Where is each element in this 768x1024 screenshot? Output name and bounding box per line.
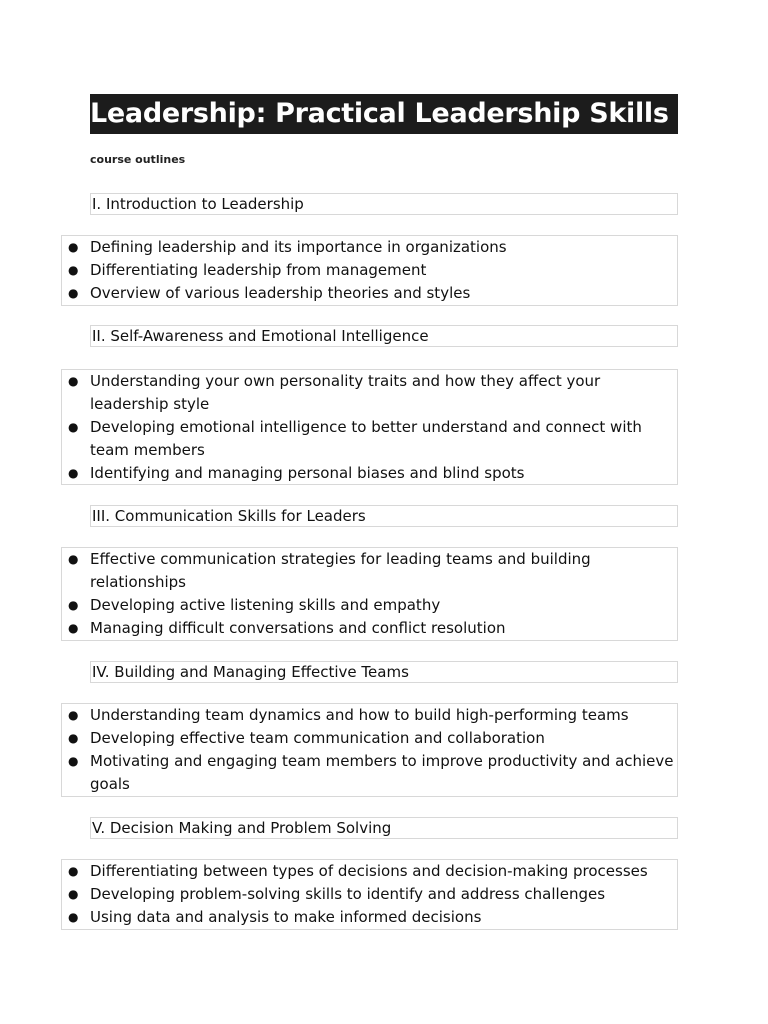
list-item	[62, 860, 677, 883]
bullet-icon: ●	[68, 420, 79, 434]
bullet-icon: ●	[68, 864, 79, 878]
list-item-text: Overview of various leadership theories and styles	[90, 284, 471, 302]
list-item	[62, 548, 677, 594]
document-title: Leadership: Practical Leadership Skills	[90, 94, 678, 134]
list-item-text: Managing difficult conversations and conflict resolution	[90, 619, 506, 637]
bullet-icon: ●	[68, 552, 79, 566]
list-item	[62, 704, 677, 727]
section-list-2	[61, 369, 678, 485]
list-item	[62, 594, 677, 617]
section-list-4	[61, 703, 678, 797]
list-item	[62, 370, 677, 416]
section-list-1	[61, 235, 678, 306]
bullet-icon: ●	[68, 731, 79, 745]
bullet-icon: ●	[68, 374, 79, 388]
bullet-icon: ●	[68, 754, 79, 768]
bullet-icon: ●	[68, 910, 79, 924]
bullet-icon: ●	[68, 240, 79, 254]
list-item-text: Understanding team dynamics and how to build high-performing teams	[90, 706, 629, 724]
list-item-text: Differentiating between types of decisions and decision-making processes	[90, 862, 648, 880]
list-item	[62, 282, 677, 305]
list-item	[62, 727, 677, 750]
list-item-text: Understanding your own personality traits and how they affect your leadership style	[90, 372, 601, 413]
section-heading-3: III. Communication Skills for Leaders	[90, 505, 678, 527]
section-list-3	[61, 547, 678, 641]
document-subtitle: course outlines	[90, 153, 186, 166]
list-item-text: Developing emotional intelligence to better understand and connect with team members	[90, 418, 642, 459]
section-heading-4: IV. Building and Managing Effective Teams	[90, 661, 678, 683]
bullet-icon: ●	[68, 286, 79, 300]
section-list-5	[61, 859, 678, 930]
list-item	[62, 416, 677, 462]
list-item-text: Differentiating leadership from management	[90, 261, 427, 279]
list-item	[62, 259, 677, 282]
section-heading-1: I. Introduction to Leadership	[90, 193, 678, 215]
section-heading-2: II. Self-Awareness and Emotional Intelligence	[90, 325, 678, 347]
list-item-text: Developing active listening skills and empathy	[90, 596, 441, 614]
list-item-text: Motivating and engaging team members to improve productivity and achieve goals	[90, 752, 674, 793]
list-item-text: Using data and analysis to make informed decisions	[90, 908, 482, 926]
list-item	[62, 236, 677, 259]
list-item-text: Identifying and managing personal biases and blind spots	[90, 464, 525, 482]
bullet-icon: ●	[68, 621, 79, 635]
list-item-text: Developing problem-solving skills to identify and address challenges	[90, 885, 606, 903]
bullet-icon: ●	[68, 887, 79, 901]
list-item	[62, 883, 677, 906]
list-item-text: Defining leadership and its importance in organizations	[90, 238, 507, 256]
bullet-icon: ●	[68, 263, 79, 277]
bullet-icon: ●	[68, 598, 79, 612]
bullet-icon: ●	[68, 708, 79, 722]
bullet-icon: ●	[68, 466, 79, 480]
list-item	[62, 617, 677, 640]
list-item	[62, 906, 677, 929]
section-heading-5: V. Decision Making and Problem Solving	[90, 817, 678, 839]
list-item-text: Developing effective team communication and collaboration	[90, 729, 545, 747]
list-item	[62, 750, 677, 796]
list-item-text: Effective communication strategies for leading teams and building relationships	[90, 550, 591, 591]
list-item	[62, 462, 677, 485]
